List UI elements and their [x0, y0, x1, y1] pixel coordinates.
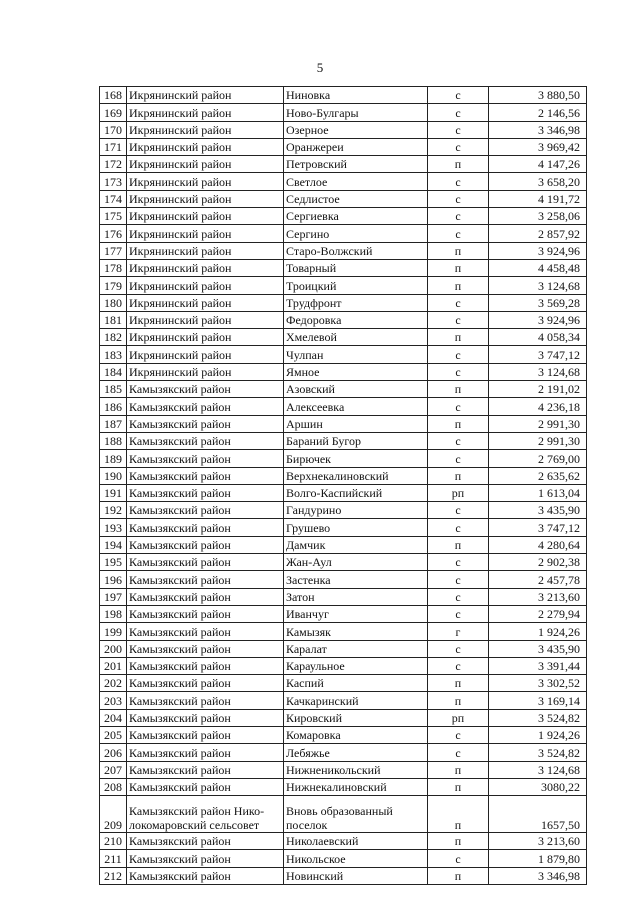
- value-cell: 2 635,62: [489, 467, 587, 484]
- locality-cell: Аршин: [284, 415, 428, 432]
- locality-cell: Гандурино: [284, 502, 428, 519]
- district-cell: Камызякский район: [127, 778, 284, 795]
- value-cell: 1 924,26: [489, 623, 587, 640]
- row-number: 169: [100, 104, 127, 121]
- value-cell: 2 146,56: [489, 104, 587, 121]
- district-cell: Камызякский район: [127, 571, 284, 588]
- table-row: [100, 657, 587, 674]
- district-cell: Икрянинский район: [127, 277, 284, 294]
- value-cell: 3 924,96: [489, 242, 587, 259]
- locality-type-cell: с: [428, 311, 489, 328]
- locality-cell: Алексеевка: [284, 398, 428, 415]
- locality-cell: Жан-Аул: [284, 554, 428, 571]
- row-number: 182: [100, 329, 127, 346]
- table-row: [100, 346, 587, 363]
- district-cell: Камызякский район: [127, 640, 284, 657]
- locality-cell: Затон: [284, 588, 428, 605]
- row-number: 183: [100, 346, 127, 363]
- value-cell: 3 124,68: [489, 363, 587, 380]
- table-row: [100, 277, 587, 294]
- locality-cell: Озерное: [284, 121, 428, 138]
- row-number: 195: [100, 554, 127, 571]
- district-cell: Икрянинский район: [127, 190, 284, 207]
- value-cell: 4 191,72: [489, 190, 587, 207]
- district-cell: Икрянинский район: [127, 346, 284, 363]
- district-cell: Икрянинский район: [127, 311, 284, 328]
- locality-type-cell: с: [428, 726, 489, 743]
- district-cell: Камызякский район: [127, 833, 284, 850]
- row-number: 179: [100, 277, 127, 294]
- table-row: [100, 156, 587, 173]
- locality-type-cell: п: [428, 381, 489, 398]
- settlements-table: [99, 86, 587, 885]
- locality-cell: Федоровка: [284, 311, 428, 328]
- row-number: 207: [100, 761, 127, 778]
- table-row: [100, 381, 587, 398]
- row-number: 193: [100, 519, 127, 536]
- locality-cell: Сергиевка: [284, 208, 428, 225]
- district-cell: Камызякский район: [127, 709, 284, 726]
- row-number: 196: [100, 571, 127, 588]
- row-number: 188: [100, 432, 127, 449]
- row-number: 204: [100, 709, 127, 726]
- district-cell: Камызякский район: [127, 761, 284, 778]
- value-cell: 3 747,12: [489, 346, 587, 363]
- locality-type-cell: с: [428, 432, 489, 449]
- value-cell: 2 769,00: [489, 450, 587, 467]
- locality-cell: Старо-Волжский: [284, 242, 428, 259]
- district-cell: Камызякский район: [127, 398, 284, 415]
- value-cell: 3 435,90: [489, 502, 587, 519]
- table-row: [100, 588, 587, 605]
- table-row: [100, 761, 587, 778]
- locality-cell: Лебяжье: [284, 744, 428, 761]
- locality-cell: Ямное: [284, 363, 428, 380]
- table-row: [100, 796, 587, 833]
- district-cell: Икрянинский район: [127, 363, 284, 380]
- district-cell: Камызякский район: [127, 484, 284, 501]
- locality-cell: Грушево: [284, 519, 428, 536]
- locality-cell: Сергино: [284, 225, 428, 242]
- table-row: [100, 744, 587, 761]
- table-row: [100, 138, 587, 155]
- value-cell: 3 302,52: [489, 675, 587, 692]
- district-cell: Икрянинский район: [127, 138, 284, 155]
- locality-cell: Троицкий: [284, 277, 428, 294]
- value-cell: 3 435,90: [489, 640, 587, 657]
- value-cell: 1 924,26: [489, 726, 587, 743]
- table-row: [100, 87, 587, 104]
- locality-type-cell: п: [428, 675, 489, 692]
- value-cell: 3 391,44: [489, 657, 587, 674]
- locality-type-cell: п: [428, 329, 489, 346]
- value-cell: 3 213,60: [489, 588, 587, 605]
- value-cell: 1 879,80: [489, 850, 587, 867]
- locality-type-cell: с: [428, 519, 489, 536]
- locality-cell: Светлое: [284, 173, 428, 190]
- row-number: 202: [100, 675, 127, 692]
- row-number: 205: [100, 726, 127, 743]
- locality-type-cell: с: [428, 605, 489, 622]
- locality-type-cell: с: [428, 294, 489, 311]
- district-cell: Икрянинский район: [127, 242, 284, 259]
- locality-type-cell: с: [428, 640, 489, 657]
- locality-type-cell: с: [428, 450, 489, 467]
- locality-cell: Кировский: [284, 709, 428, 726]
- value-cell: 3 880,50: [489, 87, 587, 104]
- table-row: [100, 259, 587, 276]
- district-cell: Икрянинский район: [127, 156, 284, 173]
- district-cell: Камызякский район: [127, 432, 284, 449]
- row-number: 200: [100, 640, 127, 657]
- table-row: [100, 554, 587, 571]
- district-cell: Камызякский район: [127, 623, 284, 640]
- locality-type-cell: с: [428, 173, 489, 190]
- district-cell: Камызякский район: [127, 519, 284, 536]
- value-cell: 1657,50: [489, 796, 587, 833]
- district-cell: Икрянинский район: [127, 173, 284, 190]
- locality-type-cell: с: [428, 571, 489, 588]
- value-cell: 3080,22: [489, 778, 587, 795]
- locality-type-cell: с: [428, 87, 489, 104]
- district-cell: Камызякский район: [127, 554, 284, 571]
- row-number: 192: [100, 502, 127, 519]
- table-row: [100, 415, 587, 432]
- locality-type-cell: с: [428, 554, 489, 571]
- table-row: [100, 867, 587, 884]
- table-row: [100, 432, 587, 449]
- locality-type-cell: с: [428, 121, 489, 138]
- table-row: [100, 536, 587, 553]
- value-cell: 3 124,68: [489, 761, 587, 778]
- locality-type-cell: с: [428, 104, 489, 121]
- row-number: 184: [100, 363, 127, 380]
- row-number: 172: [100, 156, 127, 173]
- row-number: 197: [100, 588, 127, 605]
- locality-cell: Качкаринский: [284, 692, 428, 709]
- table-row: [100, 104, 587, 121]
- locality-cell: Азовский: [284, 381, 428, 398]
- value-cell: 3 213,60: [489, 833, 587, 850]
- table-row: [100, 833, 587, 850]
- locality-type-cell: с: [428, 190, 489, 207]
- locality-cell: Нижненикольский: [284, 761, 428, 778]
- locality-type-cell: с: [428, 138, 489, 155]
- table-row: [100, 605, 587, 622]
- locality-type-cell: с: [428, 588, 489, 605]
- district-cell: Камызякский район: [127, 588, 284, 605]
- row-number: 187: [100, 415, 127, 432]
- table-row: [100, 294, 587, 311]
- value-cell: 3 969,42: [489, 138, 587, 155]
- locality-cell: Трудфронт: [284, 294, 428, 311]
- locality-cell: Ниновка: [284, 87, 428, 104]
- locality-type-cell: с: [428, 346, 489, 363]
- value-cell: 3 924,96: [489, 311, 587, 328]
- locality-type-cell: с: [428, 744, 489, 761]
- table-row: [100, 571, 587, 588]
- table-row: [100, 850, 587, 867]
- value-cell: 2 902,38: [489, 554, 587, 571]
- value-cell: 4 236,18: [489, 398, 587, 415]
- locality-type-cell: п: [428, 415, 489, 432]
- locality-cell: Чулпан: [284, 346, 428, 363]
- locality-cell: Николаевский: [284, 833, 428, 850]
- table-row: [100, 709, 587, 726]
- district-cell: Икрянинский район: [127, 259, 284, 276]
- locality-cell: Седлистое: [284, 190, 428, 207]
- value-cell: 4 280,64: [489, 536, 587, 553]
- locality-type-cell: п: [428, 692, 489, 709]
- row-number: 190: [100, 467, 127, 484]
- district-cell: Икрянинский район: [127, 121, 284, 138]
- locality-cell: Никольское: [284, 850, 428, 867]
- district-cell: Камызякский район: [127, 692, 284, 709]
- value-cell: 3 346,98: [489, 867, 587, 884]
- table-row: [100, 121, 587, 138]
- locality-type-cell: с: [428, 225, 489, 242]
- row-number: 170: [100, 121, 127, 138]
- table-row: [100, 640, 587, 657]
- district-cell: Икрянинский район: [127, 329, 284, 346]
- table-row: [100, 692, 587, 709]
- table-row: [100, 519, 587, 536]
- row-number: 176: [100, 225, 127, 242]
- row-number: 211: [100, 850, 127, 867]
- row-number: 191: [100, 484, 127, 501]
- value-cell: 3 569,28: [489, 294, 587, 311]
- value-cell: 2 991,30: [489, 432, 587, 449]
- district-cell: Камызякский район: [127, 502, 284, 519]
- row-number: 199: [100, 623, 127, 640]
- row-number: 186: [100, 398, 127, 415]
- row-number: 212: [100, 867, 127, 884]
- locality-cell: Петровский: [284, 156, 428, 173]
- row-number: 209: [100, 796, 127, 833]
- locality-cell: Караульное: [284, 657, 428, 674]
- locality-cell: Ново-Булгары: [284, 104, 428, 121]
- district-cell: Камызякский район: [127, 850, 284, 867]
- table-row: [100, 363, 587, 380]
- locality-cell: Бирючек: [284, 450, 428, 467]
- locality-cell: Товарный: [284, 259, 428, 276]
- value-cell: 2 191,02: [489, 381, 587, 398]
- value-cell: 3 346,98: [489, 121, 587, 138]
- row-number: 168: [100, 87, 127, 104]
- locality-type-cell: п: [428, 242, 489, 259]
- district-cell: Камызякский район: [127, 536, 284, 553]
- locality-type-cell: п: [428, 833, 489, 850]
- value-cell: 4 058,34: [489, 329, 587, 346]
- locality-cell: Хмелевой: [284, 329, 428, 346]
- row-number: 181: [100, 311, 127, 328]
- locality-cell: Волго-Каспийский: [284, 484, 428, 501]
- table-row: [100, 778, 587, 795]
- table-row: [100, 242, 587, 259]
- locality-cell: Оранжереи: [284, 138, 428, 155]
- table-row: [100, 398, 587, 415]
- row-number: 201: [100, 657, 127, 674]
- row-number: 203: [100, 692, 127, 709]
- locality-cell: Застенка: [284, 571, 428, 588]
- row-number: 178: [100, 259, 127, 276]
- locality-cell: Камызяк: [284, 623, 428, 640]
- value-cell: 2 857,92: [489, 225, 587, 242]
- value-cell: 3 124,68: [489, 277, 587, 294]
- district-cell: Икрянинский район: [127, 294, 284, 311]
- locality-type-cell: п: [428, 259, 489, 276]
- table-row: [100, 450, 587, 467]
- locality-cell: Комаровка: [284, 726, 428, 743]
- locality-type-cell: с: [428, 208, 489, 225]
- table-row: [100, 190, 587, 207]
- value-cell: 1 613,04: [489, 484, 587, 501]
- district-cell: Икрянинский район: [127, 208, 284, 225]
- table-row: [100, 208, 587, 225]
- locality-type-cell: рп: [428, 709, 489, 726]
- value-cell: 3 524,82: [489, 744, 587, 761]
- district-cell: Камызякский район Нико-локомаровский сельсовет: [127, 796, 284, 833]
- table-row: [100, 467, 587, 484]
- row-number: 173: [100, 173, 127, 190]
- table-row: [100, 623, 587, 640]
- page-number: 5: [316, 60, 324, 75]
- table-row: [100, 311, 587, 328]
- district-cell: Камызякский район: [127, 450, 284, 467]
- locality-type-cell: г: [428, 623, 489, 640]
- row-number: 175: [100, 208, 127, 225]
- value-cell: 2 279,94: [489, 605, 587, 622]
- value-cell: 3 747,12: [489, 519, 587, 536]
- row-number: 180: [100, 294, 127, 311]
- value-cell: 3 258,06: [489, 208, 587, 225]
- table-row: [100, 225, 587, 242]
- locality-cell: Нижнекалиновский: [284, 778, 428, 795]
- table-row: [100, 329, 587, 346]
- district-cell: Камызякский район: [127, 726, 284, 743]
- locality-type-cell: п: [428, 778, 489, 795]
- locality-cell: Каспий: [284, 675, 428, 692]
- locality-type-cell: п: [428, 277, 489, 294]
- value-cell: 4 147,26: [489, 156, 587, 173]
- value-cell: 2 457,78: [489, 571, 587, 588]
- row-number: 208: [100, 778, 127, 795]
- locality-type-cell: с: [428, 657, 489, 674]
- district-cell: Камызякский район: [127, 744, 284, 761]
- locality-type-cell: п: [428, 796, 489, 833]
- district-cell: Камызякский район: [127, 605, 284, 622]
- locality-type-cell: п: [428, 761, 489, 778]
- locality-type-cell: рп: [428, 484, 489, 501]
- locality-type-cell: с: [428, 398, 489, 415]
- row-number: 210: [100, 833, 127, 850]
- locality-cell: Каралат: [284, 640, 428, 657]
- value-cell: 4 458,48: [489, 259, 587, 276]
- locality-cell: Дамчик: [284, 536, 428, 553]
- locality-cell: Новинский: [284, 867, 428, 884]
- locality-type-cell: с: [428, 363, 489, 380]
- district-cell: Камызякский район: [127, 867, 284, 884]
- locality-cell: Вновь образованный поселок: [284, 796, 428, 833]
- district-cell: Камызякский район: [127, 657, 284, 674]
- district-cell: Икрянинский район: [127, 225, 284, 242]
- row-number: 171: [100, 138, 127, 155]
- locality-cell: Иванчуг: [284, 605, 428, 622]
- table-row: [100, 173, 587, 190]
- value-cell: 3 658,20: [489, 173, 587, 190]
- table-row: [100, 502, 587, 519]
- district-cell: Камызякский район: [127, 467, 284, 484]
- value-cell: 3 169,14: [489, 692, 587, 709]
- locality-type-cell: п: [428, 536, 489, 553]
- row-number: 189: [100, 450, 127, 467]
- table-row: [100, 675, 587, 692]
- district-cell: Камызякский район: [127, 675, 284, 692]
- row-number: 194: [100, 536, 127, 553]
- locality-type-cell: п: [428, 156, 489, 173]
- district-cell: Камызякский район: [127, 381, 284, 398]
- table-row: [100, 484, 587, 501]
- district-cell: Икрянинский район: [127, 104, 284, 121]
- value-cell: 3 524,82: [489, 709, 587, 726]
- row-number: 206: [100, 744, 127, 761]
- table-row: [100, 726, 587, 743]
- locality-type-cell: с: [428, 502, 489, 519]
- district-cell: Икрянинский район: [127, 87, 284, 104]
- locality-type-cell: п: [428, 467, 489, 484]
- row-number: 174: [100, 190, 127, 207]
- row-number: 185: [100, 381, 127, 398]
- locality-type-cell: с: [428, 850, 489, 867]
- district-cell: Камызякский район: [127, 415, 284, 432]
- locality-type-cell: п: [428, 867, 489, 884]
- locality-cell: Бараний Бугор: [284, 432, 428, 449]
- locality-cell: Верхнекалиновский: [284, 467, 428, 484]
- row-number: 177: [100, 242, 127, 259]
- row-number: 198: [100, 605, 127, 622]
- value-cell: 2 991,30: [489, 415, 587, 432]
